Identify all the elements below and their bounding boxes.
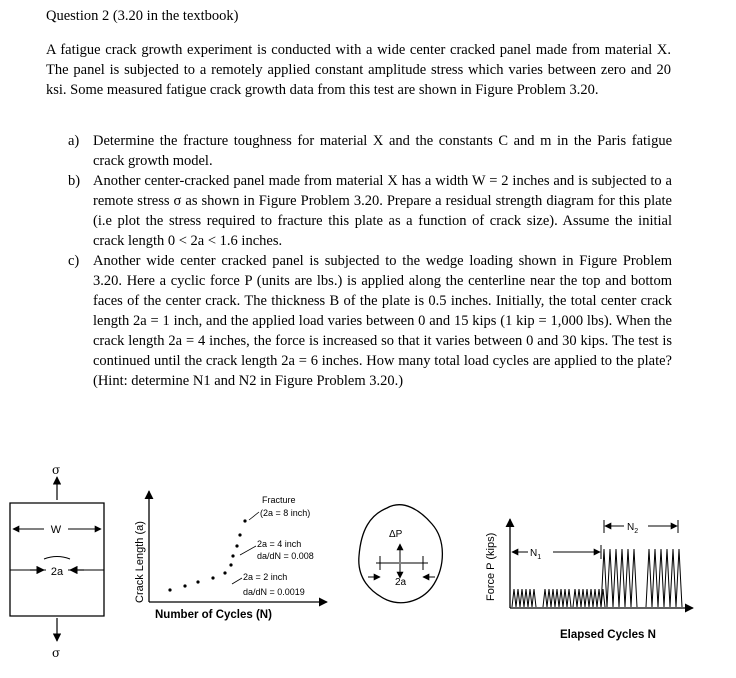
growth-data-point xyxy=(229,563,232,566)
sigma-top-label: σ xyxy=(52,463,61,477)
growth-data-point xyxy=(238,533,241,536)
annotation-leader-low xyxy=(232,578,242,584)
sigma-bottom-label: σ xyxy=(52,646,61,660)
wedge-load-label: ΔP xyxy=(389,529,403,540)
load-cycles-low-block-2 xyxy=(543,589,571,607)
annotation-fracture-line1: Fracture xyxy=(262,495,296,505)
annotation-leader-fracture xyxy=(249,512,259,520)
load-history-plot xyxy=(485,519,693,641)
wedge-panel-outline xyxy=(359,505,443,603)
crack-label: 2a xyxy=(50,566,64,578)
question-intro: A fatigue crack growth experiment is conducted with a wide center cracked panel made from material X. The panel is subjected to a remotely applied constant amplitude stress which varies between zero and 20 ksi. Some measured fatigue crack growth data from this test are shown in Figure Problem 3.20. xyxy=(46,42,671,98)
panel-outline xyxy=(10,503,104,616)
load-y-axis-label: Force P (kips) xyxy=(485,532,497,601)
part-c-label: c) xyxy=(68,253,80,269)
crack-upper-face xyxy=(44,557,70,560)
load-cycles-low-block-1 xyxy=(512,589,536,607)
n1-label: $N_1$ xyxy=(530,548,542,561)
annotation-fracture-line2: (2a = 8 inch) xyxy=(260,508,311,518)
width-label: W xyxy=(50,524,62,536)
wedge-loaded-panel-figure xyxy=(359,505,443,603)
wedge-crack-label: 2a xyxy=(395,577,407,588)
load-cycles-high-block-1 xyxy=(601,549,637,607)
growth-x-axis-label: Number of Cycles (N) xyxy=(155,609,272,621)
load-cycles-high-block-2 xyxy=(646,549,682,607)
part-c-text: Another wide center cracked panel is subjected to the wedge loading shown in Figure Problem 3.20. Here a cyclic force P (units are lbs.) is applied along the centerline near the top and bottom faces of the center crack. The thickness B of the plate is 0.5 inches. Initially, the total center crack length 2a = 1 inch, and the applied load varies between 0 and 15 kips (1 kip = 1,000 lbs). When the crack length 2a = 4 inches, the force is increased so that it varies between 0 and 30 kips. The test is continued until the crack length 2a = 6 inches. How many total load cycles are applied to the plate? (Hint: determine N1 and N2 in Figure Problem 3.20.) xyxy=(93,253,672,389)
question-heading: Question 2 (3.20 in the textbook) xyxy=(46,8,239,24)
growth-data-point xyxy=(196,580,199,583)
growth-data-point xyxy=(223,571,226,574)
annotation-low-line1: 2a = 2 inch xyxy=(243,572,288,582)
growth-data-point xyxy=(243,519,246,522)
part-a-text: Determine the fracture toughness for material X and the constants C and m in the Paris fatigue crack growth model. xyxy=(93,133,672,169)
part-b-label: b) xyxy=(68,173,81,189)
part-a-label: a) xyxy=(68,133,80,149)
load-cycles-low-block-3 xyxy=(573,589,605,607)
center-cracked-panel-figure xyxy=(10,463,104,660)
growth-data-point xyxy=(235,544,238,547)
load-x-axis-label: Elapsed Cycles N xyxy=(560,629,656,641)
growth-data-point xyxy=(168,588,171,591)
annotation-mid-line2: da/dN = 0.008 xyxy=(257,551,314,561)
growth-y-axis-label: Crack Length (a) xyxy=(134,521,146,603)
part-b-text: Another center-cracked panel made from material X has a width W = 2 inches and is subjected to a remote stress σ as shown in Figure Problem 3.20. Prepare a residual strength diagram for this plate (i.e plot the stress required to fracture this plate as a function of crack size). Assume the initial crack length 0 < 2a < 1.6 inches. xyxy=(93,173,672,249)
crack-growth-plot xyxy=(134,491,327,621)
n2-label: $N_2$ xyxy=(627,522,639,535)
annotation-low-line2: da/dN = 0.0019 xyxy=(243,587,305,597)
growth-data-point xyxy=(231,554,234,557)
growth-data-point xyxy=(183,584,186,587)
annotation-mid-line1: 2a = 4 inch xyxy=(257,539,302,549)
growth-data-point xyxy=(211,576,214,579)
annotation-leader-mid xyxy=(240,546,256,555)
